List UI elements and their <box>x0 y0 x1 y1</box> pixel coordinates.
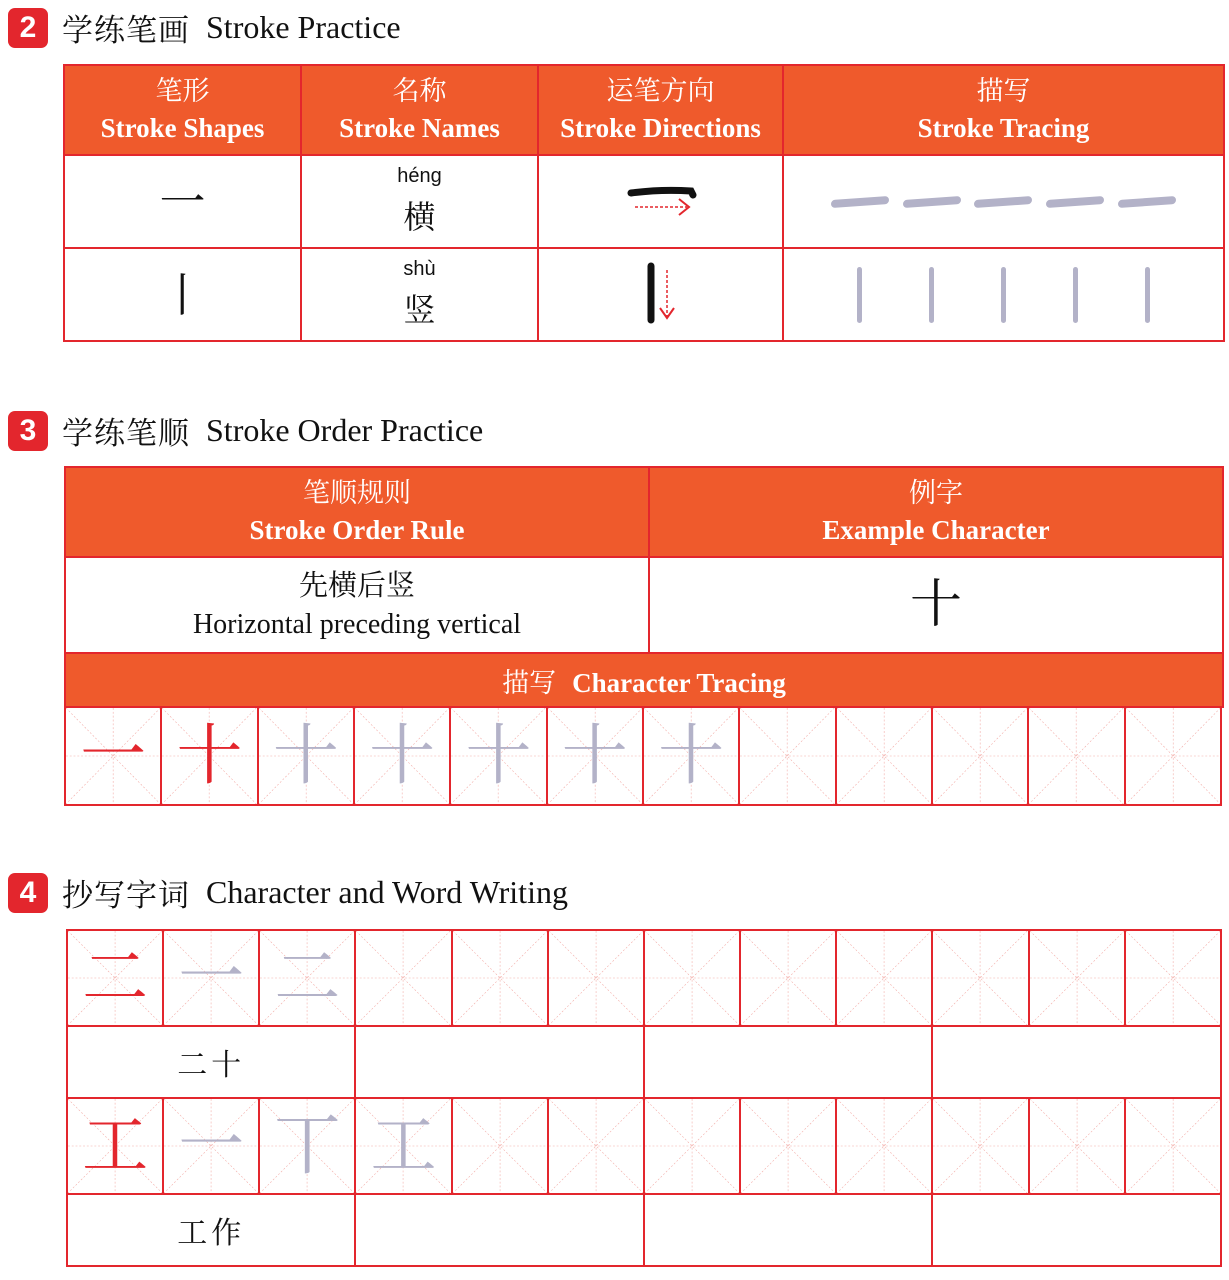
header-stroke-order-rule: 笔顺规则 Stroke Order Rule <box>65 467 649 557</box>
practice-cell[interactable] <box>739 707 835 805</box>
practice-cell[interactable] <box>836 1098 932 1194</box>
practice-cell[interactable] <box>644 930 740 1026</box>
practice-cell[interactable] <box>548 930 644 1026</box>
practice-cell[interactable] <box>452 1098 548 1194</box>
writing-row <box>67 1098 1221 1194</box>
stroke-name-cell <box>301 155 538 248</box>
character-tracing-grid <box>64 706 1222 806</box>
practice-guide-lines <box>741 931 835 1025</box>
header-stroke-shapes: 笔形 Stroke Shapes <box>64 65 301 155</box>
practice-cell[interactable] <box>452 930 548 1026</box>
word-cell: 二十 <box>67 1026 355 1098</box>
section-title-en: Character and Word Writing <box>206 874 568 910</box>
word-row <box>67 1194 1221 1266</box>
practice-guide-lines <box>1126 708 1220 804</box>
practice-character: 十 <box>561 717 628 794</box>
practice-guide-lines <box>1030 931 1124 1025</box>
practice-character: 一 <box>80 717 147 794</box>
practice-guide-lines <box>741 1099 835 1193</box>
writing-row <box>67 930 1221 1026</box>
practice-cell[interactable] <box>355 930 451 1026</box>
stroke-tracing-cell <box>783 155 1224 248</box>
table-row <box>64 155 1224 248</box>
example-character-cell: 十 <box>649 557 1223 653</box>
stroke-direction-cell <box>538 155 783 248</box>
practice-guide-lines <box>740 708 834 804</box>
rule-text-zh: 先横后竖 <box>298 568 415 602</box>
practice-guide-lines <box>837 1099 931 1193</box>
practice-character: 十 <box>465 717 532 794</box>
practice-cell[interactable] <box>450 707 546 805</box>
horizontal-direction-arrow-icon <box>621 175 701 225</box>
stroke-name: 竖 <box>403 291 436 329</box>
practice-cell[interactable] <box>163 1098 259 1194</box>
practice-cell[interactable] <box>932 930 1028 1026</box>
section-2-heading <box>8 5 401 50</box>
trace-vertical-stroke <box>1145 267 1150 323</box>
section-number-badge: 4 <box>8 873 48 913</box>
header-stroke-directions: 运笔方向 Stroke Directions <box>538 65 783 155</box>
trace-horizontal-stroke <box>1118 195 1176 207</box>
header-stroke-names: 名称 Stroke Names <box>301 65 538 155</box>
practice-character: 二 <box>82 939 149 1016</box>
stroke-shape-cell: 丨 <box>64 248 301 341</box>
trace-vertical-stroke <box>857 267 862 323</box>
stroke-name-cell <box>301 248 538 341</box>
practice-character: 一 <box>178 939 245 1016</box>
practice-character: 十 <box>658 717 725 794</box>
practice-guide-lines <box>1126 931 1220 1025</box>
practice-character: 一 <box>178 1107 245 1184</box>
stroke-tracing-cell <box>783 248 1224 341</box>
practice-guide-lines <box>356 931 450 1025</box>
practice-cell[interactable] <box>65 707 161 805</box>
practice-cell[interactable] <box>932 707 1028 805</box>
practice-cell[interactable] <box>1028 707 1124 805</box>
table-row <box>64 248 1224 341</box>
blank-writing-cell[interactable] <box>932 1026 1221 1098</box>
blank-writing-cell[interactable] <box>355 1026 643 1098</box>
practice-character: 十 <box>369 717 436 794</box>
practice-guide-lines <box>645 931 739 1025</box>
stroke-order-rule-cell <box>65 557 649 653</box>
practice-cell[interactable] <box>740 1098 836 1194</box>
section-title-zh: 抄写字词 <box>62 878 190 914</box>
practice-cell[interactable] <box>161 707 257 805</box>
practice-guide-lines <box>1029 708 1123 804</box>
practice-character: 二 <box>274 939 341 1016</box>
practice-guide-lines <box>933 708 1027 804</box>
header-example-character: 例字 Example Character <box>649 467 1223 557</box>
pinyin: héng <box>397 165 442 187</box>
section-number-badge: 3 <box>8 411 48 451</box>
practice-guide-lines <box>453 931 547 1025</box>
practice-cell[interactable] <box>163 930 259 1026</box>
practice-character: 工 <box>370 1107 437 1184</box>
trace-vertical-stroke <box>1001 267 1006 323</box>
blank-writing-cell[interactable] <box>644 1194 932 1266</box>
header-stroke-tracing: 描写 Stroke Tracing <box>783 65 1224 155</box>
practice-character: 工 <box>82 1107 149 1184</box>
trace-vertical-stroke <box>929 267 934 323</box>
stroke-order-table <box>64 466 1224 708</box>
practice-cell[interactable] <box>836 707 932 805</box>
section-title-zh: 学练笔画 <box>62 13 190 49</box>
practice-cell[interactable] <box>67 930 163 1026</box>
blank-writing-cell[interactable] <box>932 1194 1221 1266</box>
practice-guide-lines <box>1030 1099 1124 1193</box>
practice-guide-lines <box>1126 1099 1220 1193</box>
practice-cell[interactable] <box>932 1098 1028 1194</box>
practice-cell[interactable] <box>836 930 932 1026</box>
word-cell: 工作 <box>67 1194 355 1266</box>
practice-guide-lines <box>837 931 931 1025</box>
practice-character: 十 <box>272 717 339 794</box>
practice-guide-lines <box>837 708 931 804</box>
vertical-direction-arrow-icon <box>631 258 691 328</box>
section-title-zh: 学练笔顺 <box>62 416 190 452</box>
character-writing-grid <box>66 929 1222 1267</box>
practice-cell[interactable] <box>1029 930 1125 1026</box>
trace-horizontal-stroke <box>903 195 961 207</box>
stroke-practice-table <box>63 64 1225 342</box>
rule-text-en: Horizontal preceding vertical <box>192 609 522 640</box>
practice-cell[interactable] <box>740 930 836 1026</box>
blank-writing-cell[interactable] <box>355 1194 643 1266</box>
practice-cell[interactable] <box>1125 1098 1221 1194</box>
trace-horizontal-stroke <box>974 195 1032 207</box>
practice-cell[interactable] <box>547 707 643 805</box>
stroke-shape-cell: 一 <box>64 155 301 248</box>
section-number-badge: 2 <box>8 8 48 48</box>
trace-horizontal-stroke <box>1046 195 1104 207</box>
practice-cell[interactable] <box>258 707 354 805</box>
pinyin: shù <box>403 258 436 280</box>
practice-cell[interactable] <box>644 1098 740 1194</box>
practice-guide-lines <box>933 931 1027 1025</box>
practice-guide-lines <box>933 1099 1027 1193</box>
trace-vertical-stroke <box>1073 267 1078 323</box>
practice-cell[interactable] <box>1125 707 1221 805</box>
practice-character: 十 <box>176 717 243 794</box>
practice-cell[interactable] <box>67 1098 163 1194</box>
practice-guide-lines <box>549 1099 643 1193</box>
practice-cell[interactable] <box>355 1098 451 1194</box>
section-4-heading <box>8 870 568 915</box>
blank-writing-cell[interactable] <box>644 1026 932 1098</box>
practice-guide-lines <box>645 1099 739 1193</box>
section-title-en: Stroke Order Practice <box>206 412 484 448</box>
practice-cell[interactable] <box>259 1098 355 1194</box>
trace-horizontal-stroke <box>831 195 889 207</box>
practice-cell[interactable] <box>259 930 355 1026</box>
practice-cell[interactable] <box>1029 1098 1125 1194</box>
stroke-direction-cell <box>538 248 783 341</box>
word-row <box>67 1026 1221 1098</box>
practice-guide-lines <box>549 931 643 1025</box>
practice-character: 丅 <box>274 1107 341 1184</box>
practice-cell[interactable] <box>548 1098 644 1194</box>
practice-cell[interactable] <box>643 707 739 805</box>
header-character-tracing: 描写 Character Tracing <box>65 653 1223 707</box>
practice-cell[interactable] <box>1125 930 1221 1026</box>
section-title-en: Stroke Practice <box>206 9 401 45</box>
practice-cell[interactable] <box>354 707 450 805</box>
stroke-name: 横 <box>403 198 436 236</box>
section-3-heading <box>8 408 483 453</box>
practice-guide-lines <box>453 1099 547 1193</box>
